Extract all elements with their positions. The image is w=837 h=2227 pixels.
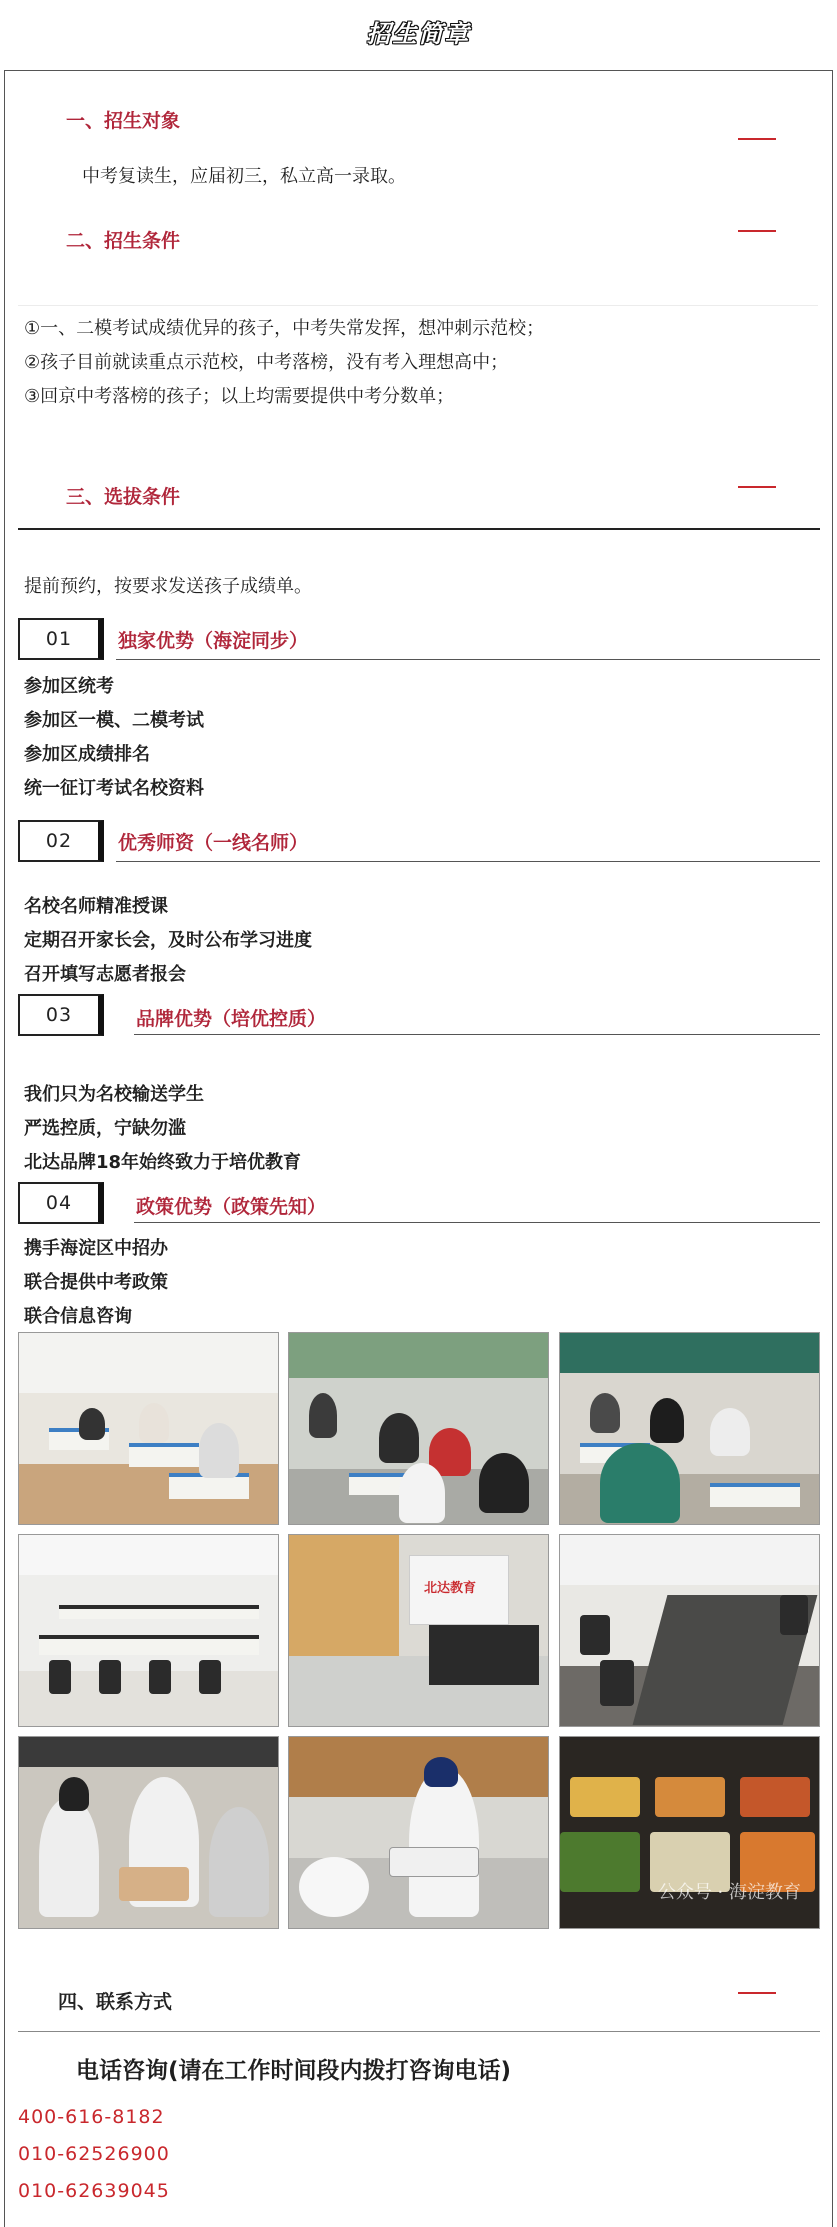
food-buffet-photo (559, 1736, 820, 1929)
phone-consult-heading: 电话咨询(请在工作时间段内拨打咨询电话) (76, 2058, 512, 2084)
page-title: 招生简章 (366, 20, 471, 48)
condition-line: ②孩子目前就读重点示范校，中考落榜，没有考入理想高中； (24, 352, 509, 373)
number-badge: 03 (18, 994, 104, 1036)
advantage-item: 我们只为名校输送学生 (24, 1084, 204, 1105)
advantage-underline (116, 861, 820, 862)
advantage-item: 参加区统考 (24, 676, 114, 697)
section-heading-selection: 三、选拔条件 (66, 486, 181, 508)
advantage-underline (116, 659, 820, 660)
classroom-photo (18, 1332, 279, 1525)
advantage-item: 参加区成绩排名 (24, 744, 150, 765)
advantage-title: 独家优势（海淀同步） (118, 630, 309, 652)
advantage-title: 政策优势（政策先知） (136, 1196, 327, 1218)
number-badge: 01 (18, 618, 104, 660)
classroom-photo (559, 1332, 820, 1525)
advantage-item: 北达品牌18年始终致力于培优教育 (24, 1152, 302, 1173)
advantage-item: 携手海淀区中招办 (24, 1238, 168, 1259)
recruit-target-text: 中考复读生，应届初三，私立高一录取。 (82, 166, 406, 187)
section-heading-contact: 四、联系方式 (58, 1991, 173, 2013)
advantage-title: 品牌优势（培优控质） (136, 1008, 327, 1030)
condition-line: ①一、二模考试成绩优异的孩子，中考失常发挥，想冲刺示范校； (24, 318, 545, 339)
section-heading-recruit-target: 一、招生对象 (66, 110, 181, 132)
section-heading-recruit-conditions: 二、招生条件 (66, 230, 181, 252)
study-room-photo (18, 1534, 279, 1727)
advantage-item: 联合信息咨询 (24, 1306, 132, 1327)
selection-text: 提前预约，按要求发送孩子成绩单。 (24, 576, 312, 597)
divider (18, 305, 818, 306)
phone-number[interactable]: 010-62639045 (18, 2180, 170, 2202)
advantage-item: 联合提供中考政策 (24, 1272, 168, 1293)
reception-photo (288, 1534, 549, 1727)
phone-number[interactable]: 400-616-8182 (18, 2106, 165, 2128)
classroom-photo (288, 1332, 549, 1525)
phone-number[interactable]: 010-62526900 (18, 2143, 170, 2165)
condition-line: ③回京中考落榜的孩子；以上均需要提供中考分数单； (24, 386, 455, 407)
section-rule (18, 528, 820, 530)
advantage-item: 定期召开家长会，及时公布学习进度 (24, 930, 312, 951)
meeting-room-photo (559, 1534, 820, 1727)
red-dash-decoration (738, 1992, 776, 1994)
advantage-title: 优秀师资（一线名师） (118, 832, 309, 854)
dining-photo (18, 1736, 279, 1929)
number-badge: 02 (18, 820, 104, 862)
advantage-item: 统一征订考试名校资料 (24, 778, 204, 799)
red-dash-decoration (738, 230, 776, 232)
watermark-text: 公众号 · 海淀教育 (657, 1882, 801, 1903)
dining-photo (288, 1736, 549, 1929)
advantage-item: 参加区一模、二模考试 (24, 710, 204, 731)
number-badge: 04 (18, 1182, 104, 1224)
red-dash-decoration (738, 138, 776, 140)
advantage-underline (134, 1222, 820, 1223)
advantage-item: 召开填写志愿者报会 (24, 964, 186, 985)
advantage-item: 严选控质，宁缺勿滥 (24, 1118, 186, 1139)
advantage-item: 名校名师精准授课 (24, 896, 168, 917)
red-dash-decoration (738, 486, 776, 488)
advantage-underline (134, 1034, 820, 1035)
brand-sign: 北达教育 (424, 1581, 477, 1596)
section-rule (18, 2031, 820, 2032)
